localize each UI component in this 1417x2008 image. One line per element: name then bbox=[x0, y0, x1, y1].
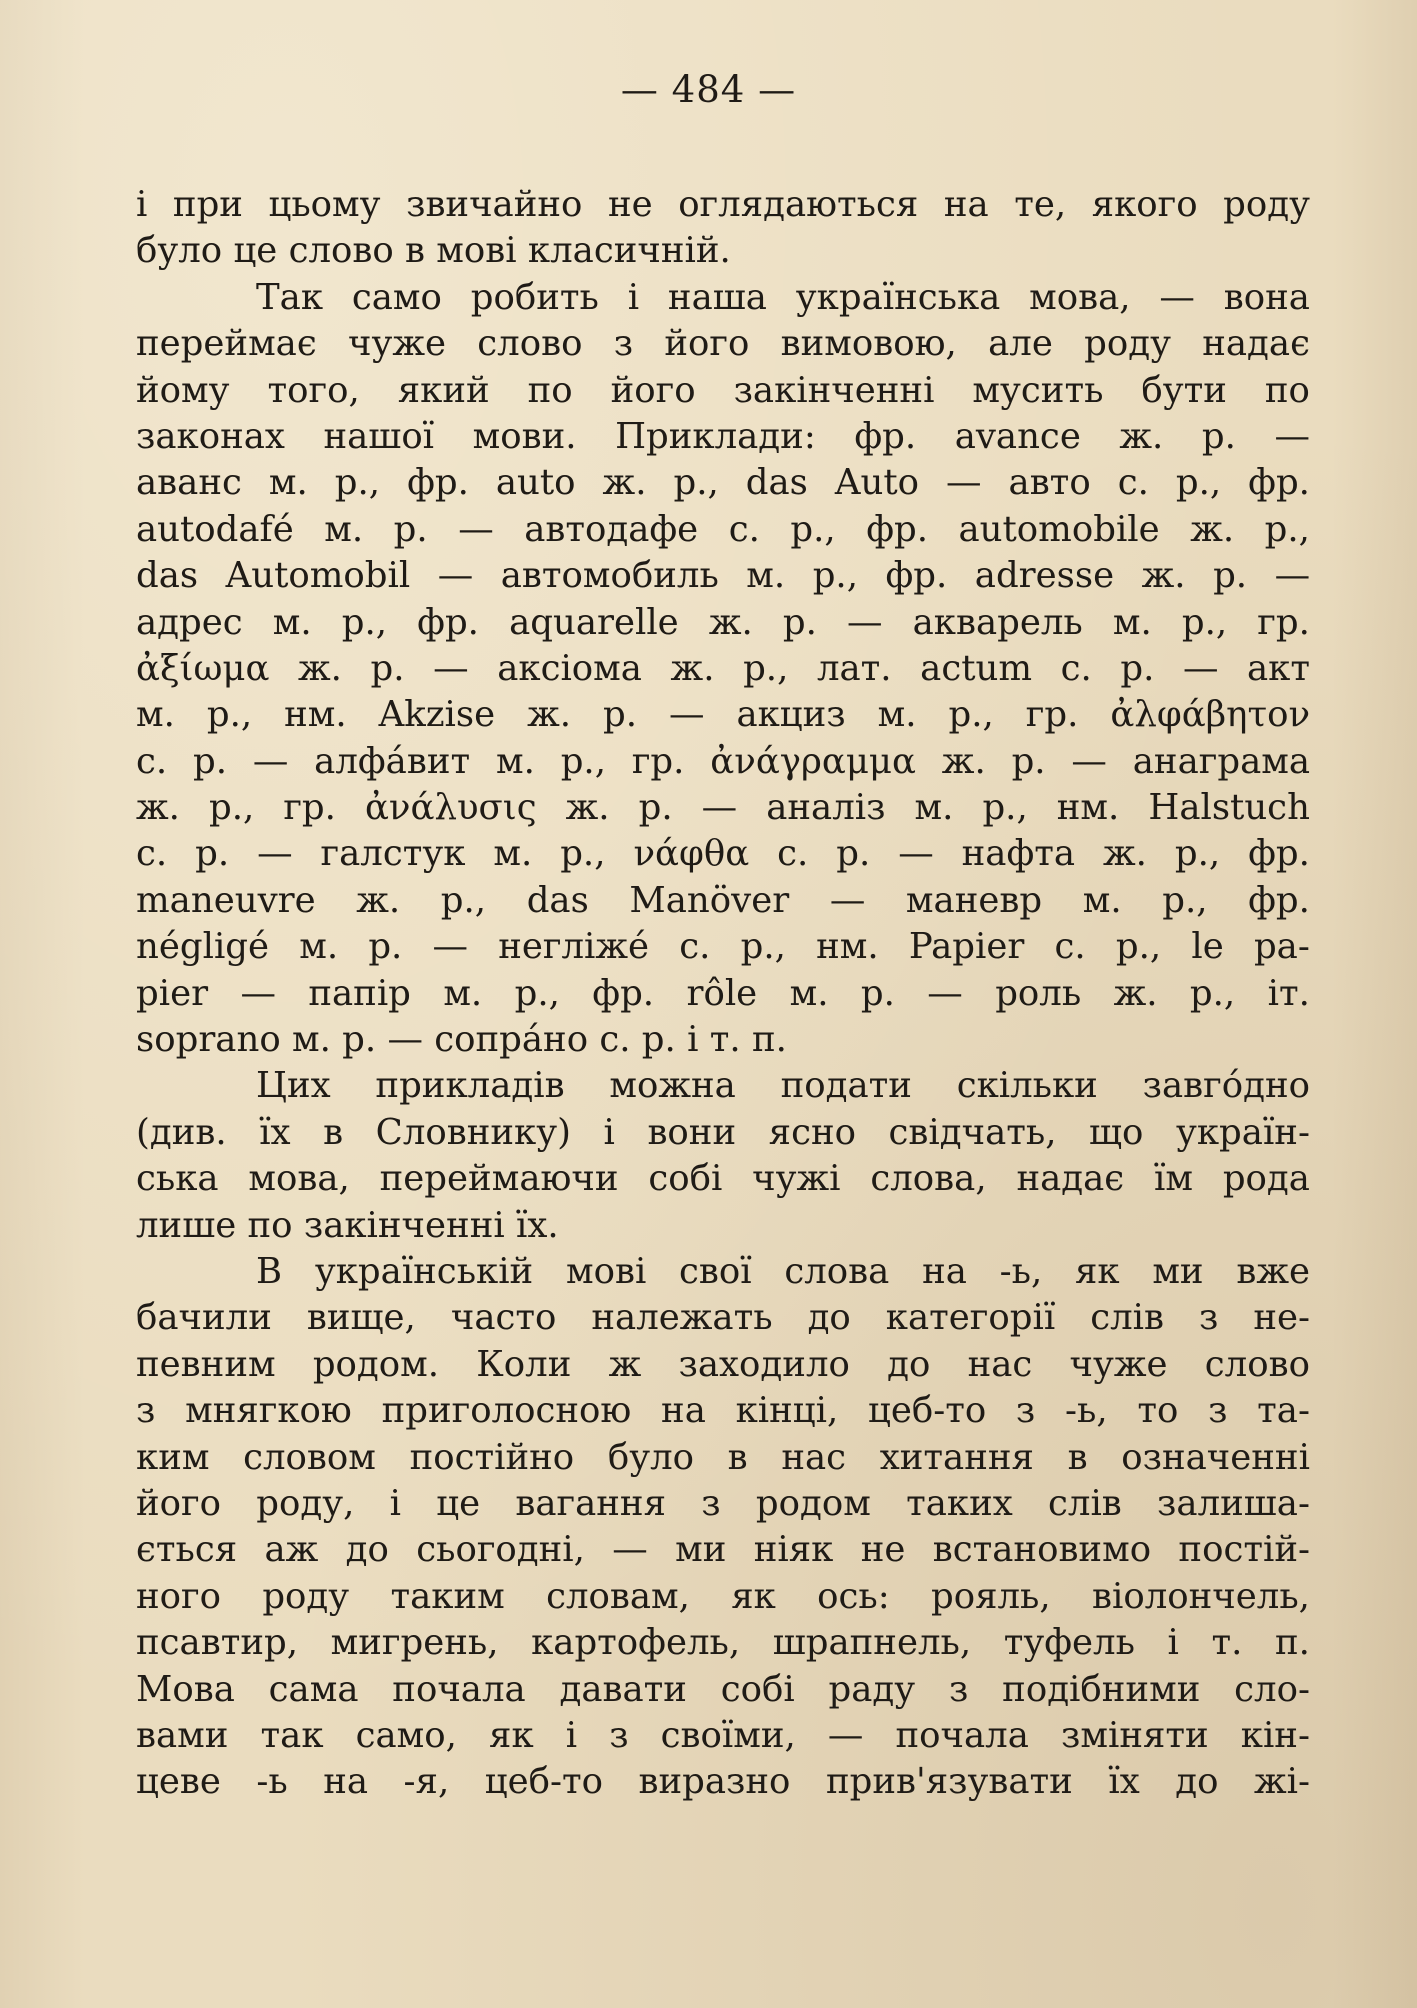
text-line: вами так само, як і з своїми, — почала зміняти кін- bbox=[136, 1714, 1310, 1756]
text-line: Мова сама почала давати собі раду з подібними сло- bbox=[136, 1668, 1310, 1710]
text-line: ким словом постійно було в нас хитання в означенні bbox=[136, 1436, 1310, 1478]
text-line: das Automobil — автомобиль м. р., фр. adresse ж. р. — bbox=[136, 555, 1310, 597]
text-line: (див. їх в Словнику) і вони ясно свідчать, що україн- bbox=[136, 1111, 1310, 1153]
text-line: переймає чуже слово з його вимовою, але роду надає bbox=[136, 323, 1310, 365]
text-line: ська мова, переймаючи собі чужі слова, надає їм рода bbox=[136, 1158, 1310, 1200]
text-line: бачили вище, часто належать до категорії слів з не- bbox=[136, 1297, 1310, 1339]
text-line: і при цьому звичайно не оглядаються на те, якого роду bbox=[136, 184, 1310, 225]
text-line: ж. р., гр. ἀνάλυσις ж. р. — аналіз м. р., нм. Halstuch bbox=[136, 787, 1310, 829]
text-line: ється аж до сьогодні, — ми ніяк не встановимо постій- bbox=[136, 1529, 1310, 1571]
text-line: négligé м. р. — негліжé с. р., нм. Papier с. р., le pa- bbox=[136, 926, 1310, 968]
text-line: йому того, який по його закінченні мусить бути по bbox=[136, 369, 1310, 411]
text-line: його роду, і це вагання з родом таких слів залиша- bbox=[136, 1482, 1310, 1524]
text-line: адрес м. р., фр. aquarelle ж. р. — акварель м. р., гр. bbox=[136, 601, 1310, 643]
text-line: цеве -ь на -я, цеб-то виразно прив'язувати їх до жі- bbox=[136, 1761, 1310, 1803]
text-line: законах нашої мови. Приклади: фр. avance ж. р. — bbox=[136, 415, 1310, 457]
text-line: певним родом. Коли ж заходило до нас чуже слово bbox=[136, 1343, 1310, 1385]
text-line: с. р. — галстук м. р., νάφθα с. р. — нафта ж. р., фр. bbox=[136, 833, 1310, 875]
text-line: з мнягкою приголосною на кінці, цеб-то з -ь, то з та- bbox=[136, 1390, 1310, 1432]
text-line: аванс м. р., фр. auto ж. р., das Auto — авто с. р., фр. bbox=[136, 462, 1310, 504]
text-line: Так само робить і наша українська мова, — вона bbox=[256, 276, 1310, 318]
text-line: soprano м. р. — сопра́но с. р. і т. п. bbox=[136, 1019, 787, 1061]
text-line: псавтир, мигрень, картофель, шрапнель, туфель і т. п. bbox=[136, 1622, 1310, 1664]
text-line: м. р., нм. Akzise ж. р. — акциз м. р., гр. ἀλφάβητον bbox=[136, 694, 1310, 736]
text-line: pier — папір м. р., фр. rôle м. р. — роль ж. р., іт. bbox=[136, 972, 1310, 1014]
text-line: с. р. — алфа́вит м. р., гр. ἀνάγραμμα ж. р. — анаграма bbox=[136, 740, 1310, 782]
page-number: — 484 — bbox=[620, 68, 797, 111]
text-line: autodafé м. р. — автодафе с. р., фр. automobile ж. р., bbox=[136, 508, 1310, 550]
text-line: Цих прикладів можна подати скільки завго́дно bbox=[256, 1065, 1310, 1107]
text-line: ἀξίωμα ж. р. — аксіома ж. р., лат. actum с. р. — акт bbox=[136, 647, 1310, 689]
text-line: ного роду таким словам, як ось: рояль, віолончель, bbox=[136, 1575, 1310, 1617]
text-line: лише по закінченні їх. bbox=[136, 1204, 559, 1246]
text-line: В українській мові свої слова на -ь, як ми вже bbox=[256, 1250, 1310, 1292]
text-line: було це слово в мові класичній. bbox=[136, 230, 731, 272]
text-line: maneuvre ж. р., das Manöver — маневр м. р., фр. bbox=[136, 879, 1310, 921]
body-text bbox=[136, 182, 1310, 1806]
